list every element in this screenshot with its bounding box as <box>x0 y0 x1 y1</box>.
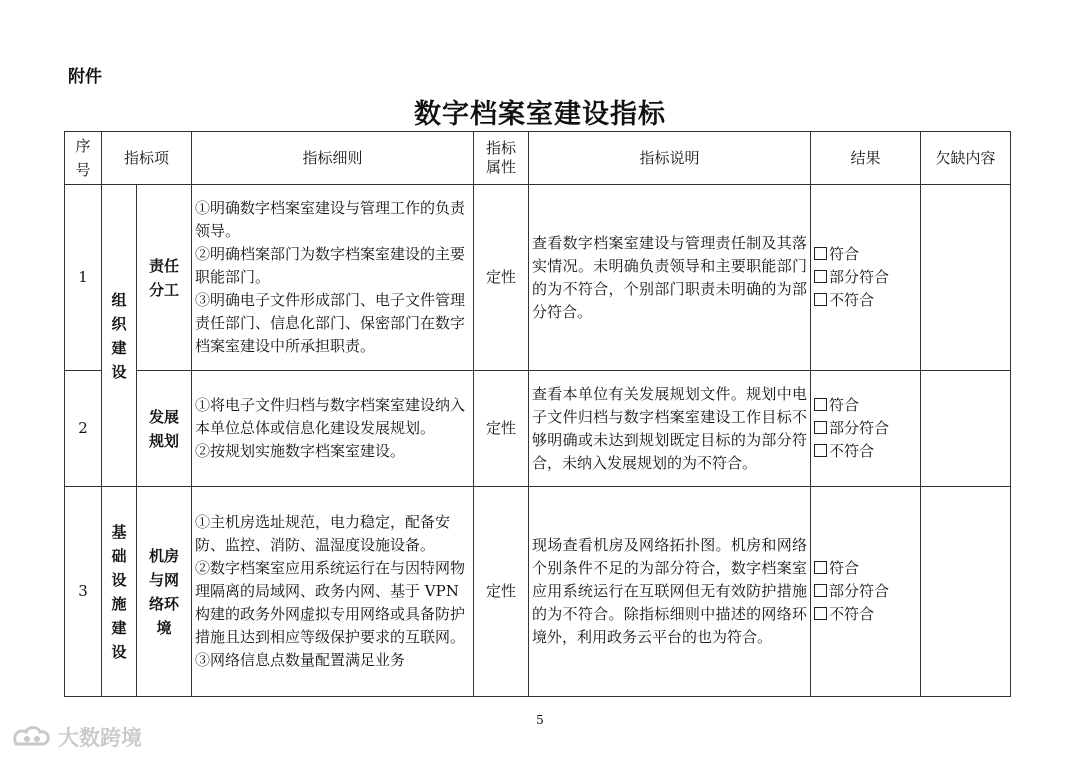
row-result-options <box>811 371 921 487</box>
result-option[interactable]: 不符合 <box>814 289 917 312</box>
row-desc: 现场查看机房及网络拓扑图。机房和网络个别条件不足的为部分符合，数字档案室应用系统运行在互联网但无有效防护措施的为不符合。除指标细则中描述的网络环境外，利用政务云平台的也为符合。 <box>529 487 811 697</box>
group-cell-org: 组织建设 <box>102 185 137 487</box>
row-result-options <box>811 185 921 371</box>
table-row <box>65 487 1011 697</box>
attachment-label: 附件 <box>68 67 102 87</box>
page-number: 5 <box>536 713 544 727</box>
result-option[interactable]: 符合 <box>814 394 917 417</box>
document-title: 数字档案室建设指标 <box>414 99 666 130</box>
row-seq: 3 <box>65 487 102 697</box>
checkbox-icon <box>814 421 827 434</box>
checkbox-icon <box>814 270 827 283</box>
checkbox-icon <box>814 398 827 411</box>
group-cell-infra: 基础设施建设 <box>102 487 137 697</box>
row-result-options <box>811 487 921 697</box>
result-option[interactable]: 不符合 <box>814 603 917 626</box>
row-sub-item: 机房与网络环境 <box>137 487 192 697</box>
header-detail: 指标细则 <box>192 132 474 185</box>
row-sub-item: 责任分工 <box>137 185 192 371</box>
result-option[interactable]: 部分符合 <box>814 266 917 289</box>
table-row <box>65 185 1011 371</box>
row-desc: 查看数字档案室建设与管理责任制及其落实情况。未明确负责领导和主要职能部门的为不符合，个别部门职责未明确的为部分符合。 <box>529 185 811 371</box>
row-detail: ①将电子文件归档与数字档案室建设纳入本单位总体或信息化建设发展规划。 ②按规划实施数字档案室建设。 <box>192 371 474 487</box>
row-sub-item: 发展规划 <box>137 371 192 487</box>
row-desc: 查看本单位有关发展规划文件。规划中电子文件归档与数字档案室建设工作目标不够明确或未达到规划既定目标的为部分符合，未纳入发展规划的为不符合。 <box>529 371 811 487</box>
checkbox-icon <box>814 444 827 457</box>
result-option[interactable]: 部分符合 <box>814 417 917 440</box>
header-desc: 指标说明 <box>529 132 811 185</box>
header-seq: 序号 <box>65 132 102 185</box>
row-attr: 定性 <box>474 185 529 371</box>
indicator-table <box>64 131 1011 697</box>
row-attr: 定性 <box>474 371 529 487</box>
checkbox-icon <box>814 247 827 260</box>
checkbox-icon <box>814 584 827 597</box>
result-option[interactable]: 部分符合 <box>814 580 917 603</box>
checkbox-icon <box>814 293 827 306</box>
header-missing: 欠缺内容 <box>921 132 1011 185</box>
row-attr: 定性 <box>474 487 529 697</box>
table-header-row <box>65 132 1011 185</box>
row-detail: ①明确数字档案室建设与管理工作的负责领导。 ②明确档案部门为数字档案室建设的主要职能部门。 ③明确电子文件形成部门、电子文件管理责任部门、信息化部门、保密部门在数字档案室建设中所承担职责。 <box>192 185 474 371</box>
header-item: 指标项 <box>102 132 192 185</box>
table-row <box>65 371 1011 487</box>
header-result: 结果 <box>811 132 921 185</box>
checkbox-icon <box>814 561 827 574</box>
checkbox-icon <box>814 607 827 620</box>
result-option[interactable]: 不符合 <box>814 440 917 463</box>
row-missing[interactable] <box>921 185 1011 371</box>
header-attr: 指标属性 <box>474 132 529 185</box>
row-seq: 2 <box>65 371 102 487</box>
row-seq: 1 <box>65 185 102 371</box>
row-missing[interactable] <box>921 487 1011 697</box>
row-missing[interactable] <box>921 371 1011 487</box>
brand-logo-icon <box>10 722 54 752</box>
row-detail: ①主机房选址规范，电力稳定，配备安防、监控、消防、温湿度设施设备。 ②数字档案室应用系统运行在与因特网物理隔离的局域网、政务内网、基于 VPN 构建的政务外网虚拟专用网络或具备防护措施且达到相应等级保护要求的互联网。 ③网络信息点数量配置满足业务 <box>192 487 474 697</box>
result-option[interactable]: 符合 <box>814 243 917 266</box>
watermark <box>10 722 142 752</box>
watermark-text: 大数跨境 <box>58 726 142 750</box>
result-option[interactable]: 符合 <box>814 557 917 580</box>
